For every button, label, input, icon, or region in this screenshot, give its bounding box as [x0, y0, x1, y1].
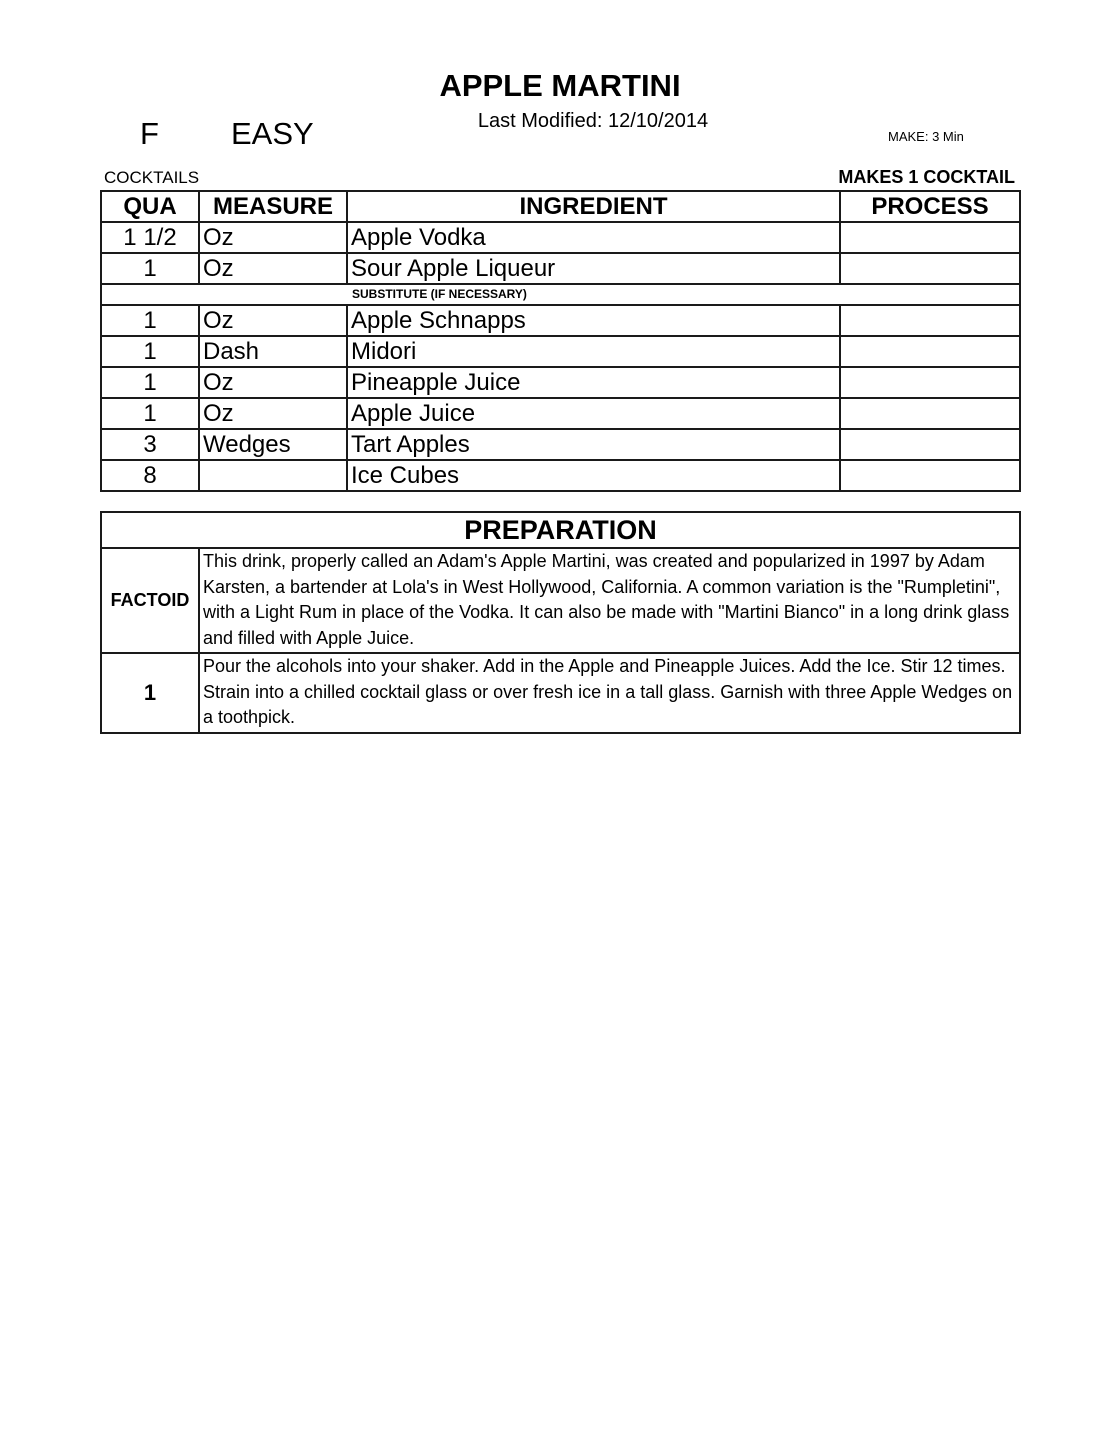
ingredient-qty: 1: [101, 398, 199, 429]
ingredient-measure: Oz: [199, 222, 347, 253]
ingredient-name: Midori: [347, 336, 840, 367]
ingredient-name: Apple Schnapps: [347, 305, 840, 336]
ingredient-name: Tart Apples: [347, 429, 840, 460]
ingredient-measure: Oz: [199, 253, 347, 284]
ingredient-qty: 8: [101, 460, 199, 491]
ingredient-measure: Oz: [199, 367, 347, 398]
ingredient-measure: Dash: [199, 336, 347, 367]
ingredient-name: Apple Juice: [347, 398, 840, 429]
ingredient-name: Pineapple Juice: [347, 367, 840, 398]
ingredient-row: [101, 367, 1020, 398]
grade-label: F: [140, 116, 159, 151]
ingredient-name: Apple Vodka: [347, 222, 840, 253]
ingredients-table: [100, 190, 1021, 492]
difficulty-label: EASY: [231, 116, 314, 151]
ingredient-row: [101, 398, 1020, 429]
preparation-table: [100, 511, 1021, 734]
step-number: 1: [101, 653, 199, 733]
ingredient-process: [840, 367, 1020, 398]
column-header-measure: MEASURE: [199, 191, 347, 222]
column-header-qty: QUA: [101, 191, 199, 222]
ingredient-measure: [199, 460, 347, 491]
ingredient-row: [101, 336, 1020, 367]
column-header-process: PROCESS: [840, 191, 1020, 222]
ingredient-qty: 3: [101, 429, 199, 460]
recipe-title: APPLE MARTINI: [439, 68, 681, 103]
last-modified-date: Last Modified: 12/10/2014: [477, 110, 709, 132]
ingredient-qty: 1: [101, 305, 199, 336]
step-text: Pour the alcohols into your shaker. Add in the Apple and Pineapple Juices. Add the Ice. Stir 12 times. Strain into a chilled cocktail glass or over fresh ice in a tall glass. Garnish with three Apple Wedges on a toothpick.: [199, 653, 1020, 733]
ingredient-process: [840, 253, 1020, 284]
substitute-divider-row: [101, 284, 1020, 305]
ingredient-qty: 1: [101, 253, 199, 284]
ingredient-row: [101, 305, 1020, 336]
substitute-label: SUBSTITUTE (IF NECESSARY): [101, 284, 1020, 305]
ingredient-row: [101, 460, 1020, 491]
ingredient-qty: 1: [101, 367, 199, 398]
ingredient-process: [840, 460, 1020, 491]
column-header-ingredient: INGREDIENT: [347, 191, 840, 222]
ingredient-row: [101, 222, 1020, 253]
factoid-row: [101, 548, 1020, 653]
ingredient-measure: Oz: [199, 305, 347, 336]
ingredient-measure: Oz: [199, 398, 347, 429]
ingredient-row: [101, 429, 1020, 460]
ingredient-process: [840, 429, 1020, 460]
ingredient-process: [840, 398, 1020, 429]
category-label: COCKTAILS: [104, 168, 200, 187]
yield-label: MAKES 1 COCKTAIL: [838, 167, 1015, 187]
ingredient-name: Ice Cubes: [347, 460, 840, 491]
preparation-heading: PREPARATION: [101, 512, 1020, 548]
preparation-header-row: [101, 512, 1020, 548]
ingredient-process: [840, 336, 1020, 367]
ingredient-name: Sour Apple Liqueur: [347, 253, 840, 284]
make-time-label: MAKE: 3 Min: [888, 129, 964, 144]
ingredient-row: [101, 253, 1020, 284]
ingredient-qty: 1 1/2: [101, 222, 199, 253]
ingredient-process: [840, 222, 1020, 253]
factoid-label: FACTOID: [101, 548, 199, 653]
ingredient-qty: 1: [101, 336, 199, 367]
ingredient-measure: Wedges: [199, 429, 347, 460]
ingredient-process: [840, 305, 1020, 336]
ingredients-header-row: [101, 191, 1020, 222]
preparation-step-row: [101, 653, 1020, 733]
factoid-text: This drink, properly called an Adam's Apple Martini, was created and popularized in 1997 by Adam Karsten, a bartender at Lola's in West Hollywood, California. A common variation is the "Rumpletini", with a Light Rum in place of the Vodka. It can also be made with "Martini Bianco" in a long drink glass and filled with Apple Juice.: [199, 548, 1020, 653]
